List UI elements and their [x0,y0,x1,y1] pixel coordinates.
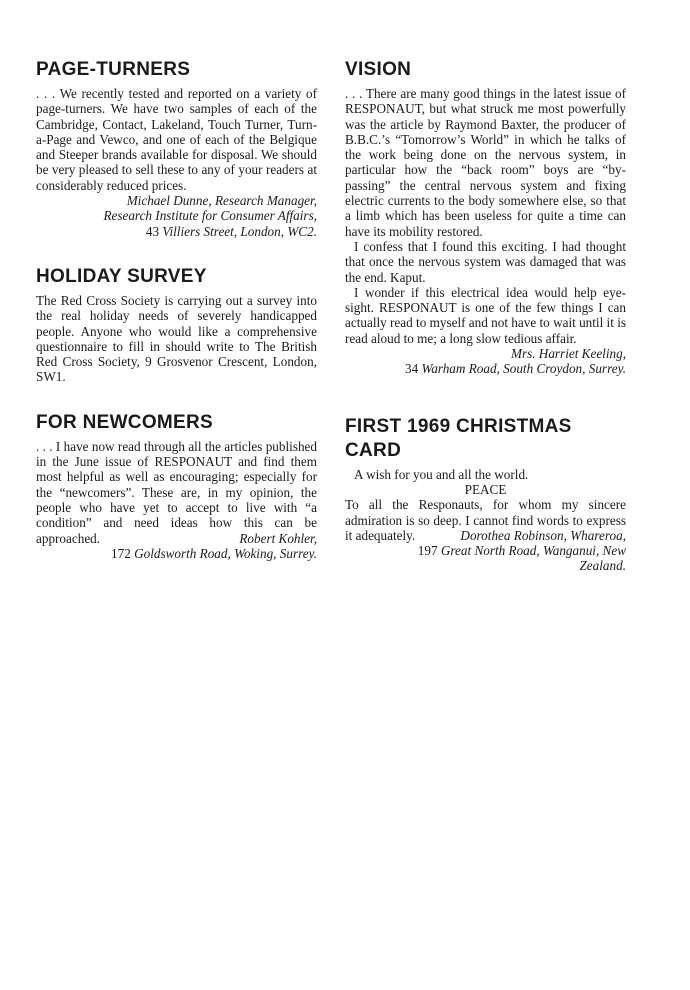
for-newcomers-signature-address [36,546,317,561]
for-newcomers-signature-name: Robert Kohler, [239,530,317,546]
page-turners-address-number: 43 [145,223,160,239]
vision-signature-name: Mrs. Harriet Keeling, [510,346,626,362]
page-turners-signature-address [36,224,317,239]
for-newcomers-address-street: Goldsworth Road, Woking, Surrey. [134,545,317,561]
christmas-card-signature-address [345,543,626,558]
holiday-survey-section [36,265,317,385]
page-turners-signature-org: Research Institute for Consumer Affairs, [103,208,317,224]
page-turners-signature-name: Michael Dunne, Research Manager, [126,193,317,209]
christmas-card-body: To all the Responauts, for whom my sincere admiration is so deep. I cannot find words to express it adequately. [345,497,626,543]
vision-heading: VISION [345,59,412,80]
for-newcomers-section [36,411,317,561]
christmas-card-address-street: Great North Road, Wanganui, New [440,543,626,559]
for-newcomers-heading: FOR NEWCOMERS [36,411,214,433]
christmas-card-peace: PEACE [464,481,507,497]
christmas-card-heading: FIRST 1969 CHRISTMAS CARD [345,415,572,461]
christmas-card-wish: A wish for you and all the world. [354,466,529,482]
vision-signature-address [345,361,626,376]
right-column [345,58,626,596]
christmas-card-section [345,415,626,574]
for-newcomers-body: . . . I have now read through all the articles published in the June issue of RESPONAUT and find them most helpful as well as encouraging; especially for the “newcomers”. These are, in my opinion, the people who have yet to accept to live with “a condition” and need ideas how this can be approached. [36,438,317,546]
page-turners-body: . . . We recently tested and reported on a variety of page-turners. We have two samples of each of the Cambridge, Contact, Lakeland, Touch Turner, Turn-a-Page and Vewco, and one of each of the Belgique and Steeper brands available for disposal. We should be very pleased to sell these to any of your readers at considerably reduced prices. [36,86,317,193]
left-column [36,58,317,583]
page-turners-section [36,58,317,239]
page-turners-address-street: Villiers Street, London, WC2. [162,223,317,239]
vision-address-number: 34 [404,361,419,377]
holiday-survey-body: The Red Cross Society is carrying out a survey into the real holiday needs of severely handicapped people. Anyone who would like a comprehensive questionnaire to fill in should write to The British Red Cross Society, 9 Grosvenor Crescent, London, SW1. [36,292,317,385]
page-turners-heading: PAGE-TURNERS [36,59,191,80]
christmas-card-signature-name: Dorothea Robinson, Whareroa, [460,527,626,543]
vision-section [345,58,626,377]
vision-paragraph-3: I wonder if this electrical idea would help eye-sight. RESPONAUT is one of the few things I can actually read to myself and not have to wait until it is read aloud to me; a long slow tedious affair. [345,284,626,346]
christmas-card-address-number: 197 [417,543,438,559]
vision-address-street: Warham Road, South Croydon, Surrey. [421,361,626,377]
christmas-card-signature-country: Zealand. [579,558,626,574]
holiday-survey-heading: HOLIDAY SURVEY [36,265,207,287]
vision-paragraph-2: I confess that I found this exciting. I had thought that once the nervous system was damaged that was the end. Kaput. [345,238,626,285]
vision-paragraph-1: . . . There are many good things in the latest issue of RESPONAUT, but what struck me most powerfully was the article by Raymond Baxter, the producer of B.B.C.’s “Tomorrow’s World” in which he talks of the work being done on the nervous system, in particular how the “back room” boys are “by-passing” the central nervous system and fixing electric currents to the body somewhere else, so that a limb which has been useless for quite a time can have its mobility restored. [345,86,626,239]
for-newcomers-address-number: 172 [111,545,131,561]
